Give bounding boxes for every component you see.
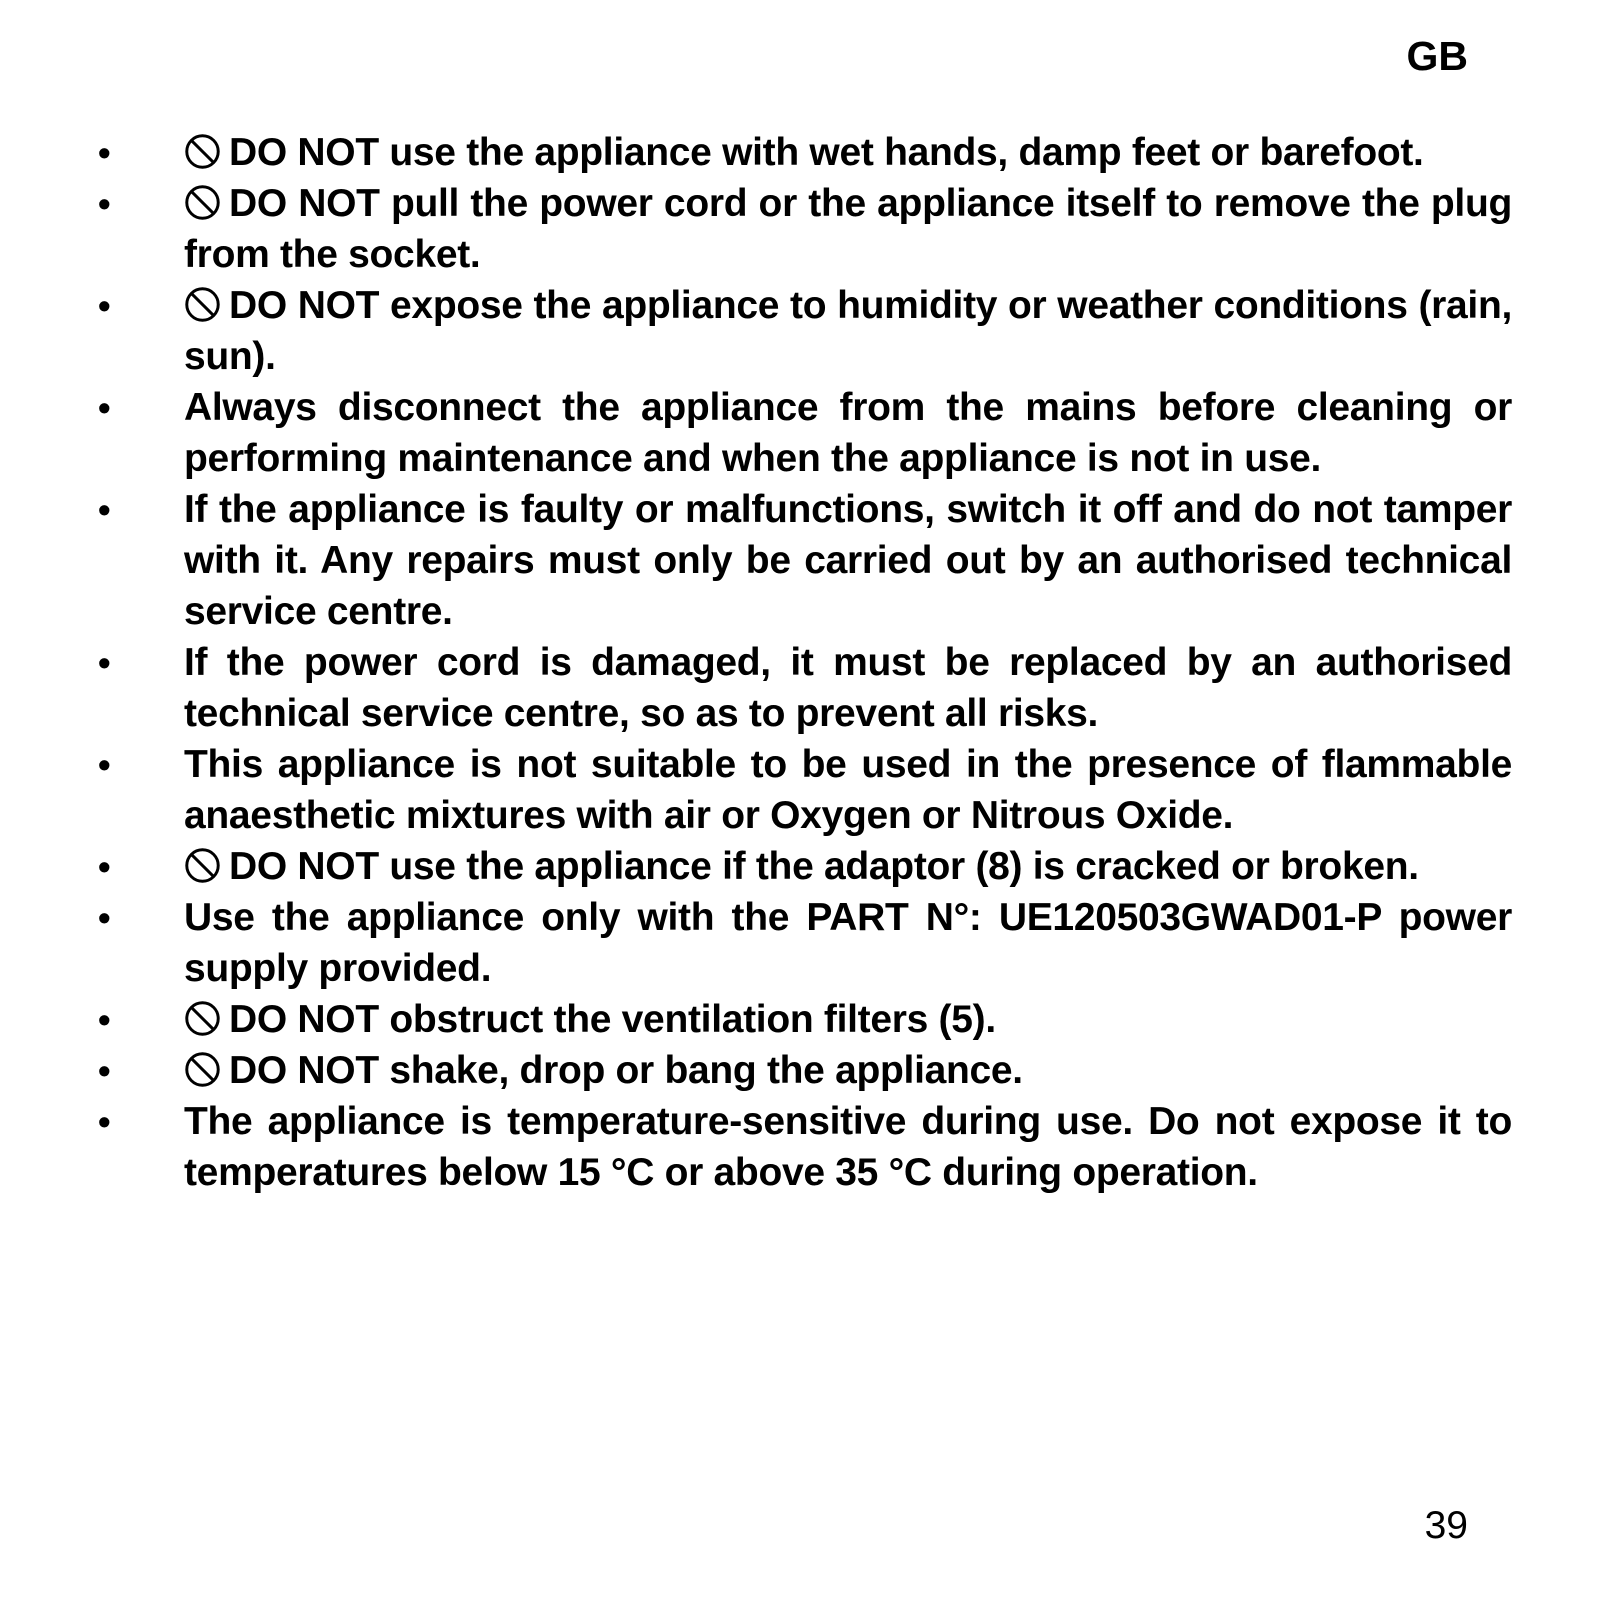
warning-text: DO NOT obstruct the ventilation filters (5).: [229, 998, 996, 1041]
warning-item: [90, 637, 1512, 739]
prohibition-icon: [184, 286, 221, 323]
bullet: •: [98, 744, 111, 785]
prohibition-icon: [184, 133, 221, 170]
warning-item: [90, 994, 1512, 1045]
bullet: •: [98, 1101, 111, 1142]
warning-text: This appliance is not suitable to be used in the presence of flammable anaesthetic mixtures with air or Oxygen or Nitrous Oxide.: [184, 743, 1512, 837]
bullet: •: [98, 642, 111, 683]
warning-text: Use the appliance only with the PART N°: UE120503GWAD01-P power supply provided.: [184, 896, 1512, 990]
safety-warning-list: [90, 127, 1512, 1198]
language-tag: GB: [1406, 33, 1468, 79]
warning-text: DO NOT expose the appliance to humidity or weather conditions (rain, sun).: [184, 284, 1512, 378]
warning-text: DO NOT use the appliance if the adaptor (8) is cracked or broken.: [229, 845, 1419, 888]
bullet: •: [98, 183, 111, 224]
bullet: •: [98, 387, 111, 428]
prohibition-icon: [184, 1000, 221, 1037]
warning-item: [90, 1045, 1512, 1096]
prohibition-icon: [184, 184, 221, 221]
warning-text: The appliance is temperature-sensitive during use. Do not expose it to temperatures below 15 °C or above 35 °C during operation.: [184, 1100, 1512, 1194]
warning-item: [90, 127, 1512, 178]
bullet: •: [98, 999, 111, 1040]
bullet: •: [98, 489, 111, 530]
warning-item: [90, 892, 1512, 994]
warning-item: [90, 382, 1512, 484]
warning-text: If the power cord is damaged, it must be replaced by an authorised technical service centre, so as to prevent all risks.: [184, 641, 1512, 735]
warning-item: [90, 280, 1512, 382]
bullet: •: [98, 846, 111, 887]
prohibition-icon: [184, 847, 221, 884]
warning-item: [90, 739, 1512, 841]
bullet: •: [98, 897, 111, 938]
warning-text: DO NOT shake, drop or bang the appliance.: [229, 1049, 1023, 1092]
warning-text: If the appliance is faulty or malfunctions, switch it off and do not tamper with it. Any repairs must only be carried out by an authorised technical service centre.: [184, 488, 1512, 633]
warning-item: [90, 484, 1512, 637]
bullet: •: [98, 132, 111, 173]
warning-text: Always disconnect the appliance from the mains before cleaning or performing maintenance and when the appliance is not in use.: [184, 386, 1512, 480]
bullet: •: [98, 285, 111, 326]
warning-text: DO NOT pull the power cord or the appliance itself to remove the plug from the socket.: [184, 182, 1512, 276]
page-number: 39: [1424, 1504, 1468, 1547]
warning-item: [90, 841, 1512, 892]
warning-item: [90, 178, 1512, 280]
bullet: •: [98, 1050, 111, 1091]
warning-item: [90, 1096, 1512, 1198]
warning-text: DO NOT use the appliance with wet hands, damp feet or barefoot.: [229, 131, 1424, 174]
prohibition-icon: [184, 1051, 221, 1088]
